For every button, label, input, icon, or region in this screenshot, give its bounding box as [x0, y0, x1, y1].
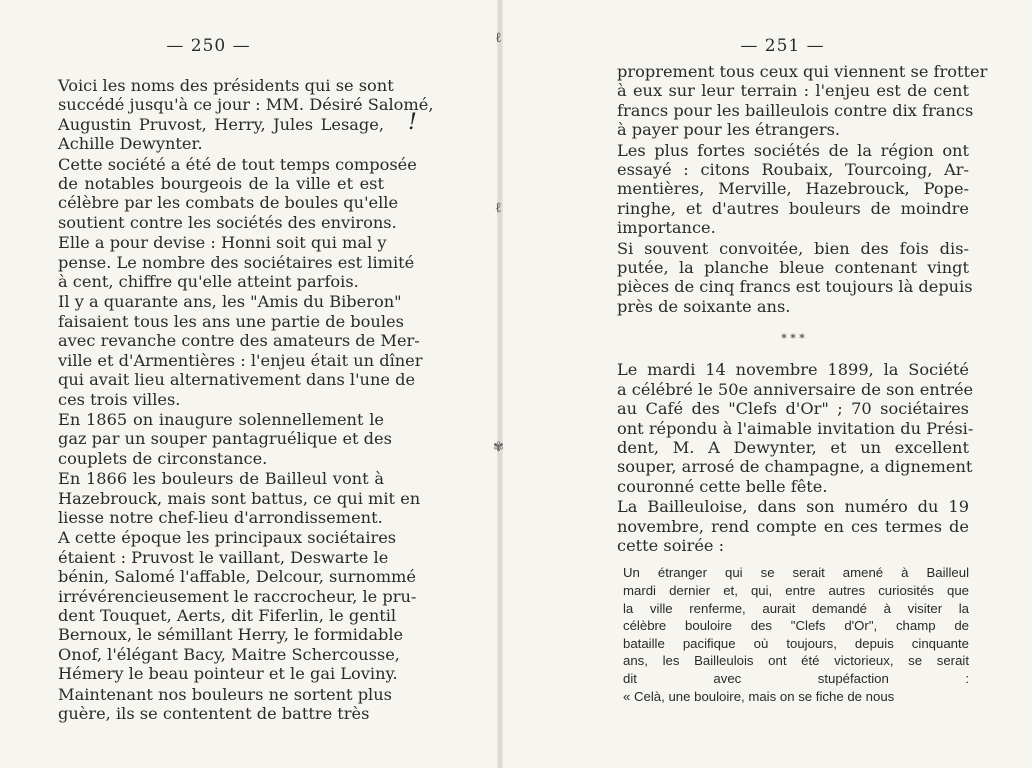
paragraph [617, 141, 969, 238]
text-line: novembre, rend compte en ces termes de [617, 516, 969, 536]
text-line: étaient : Pruvost le vaillant, Deswarte le [58, 547, 389, 567]
text-line: dent Touquet, Aerts, dit Fiferlin, le gentil [58, 605, 397, 625]
text-line: proprement tous ceux qui viennent se frotter [617, 62, 988, 81]
text-line: Le mardi 14 novembre 1899, la Société [617, 360, 969, 380]
text-line: à payer pour les étrangers. [617, 120, 841, 140]
section-separator: * * * [781, 332, 805, 346]
text-line: guère, ils se contentent de battre très [58, 704, 370, 723]
text-line: essayé : citons Roubaix, Tourcoing, Ar- [617, 160, 969, 180]
text-line: A cette époque les principaux sociétaires [58, 528, 397, 548]
text-line: Bernoux, le sémillant Herry, le formidable [58, 625, 404, 645]
paragraph [58, 233, 415, 292]
text-line: Maintenant nos bouleurs ne sortent plus [58, 684, 392, 704]
text-line: Augustin Pruvost, Herry, Jules Lesage, [58, 114, 384, 134]
text-line: souper, arrosé de champagne, a dignement [617, 457, 973, 477]
left-page-text [58, 76, 434, 724]
paragraph [58, 684, 392, 724]
text-line: faisaient tous les ans une partie de boules [58, 311, 404, 331]
text-line: La Bailleuloise, dans son numéro du 19 [617, 497, 969, 517]
text-line: pièces de cinq francs est toujours là depuis [617, 277, 973, 297]
quote-line: « Celà, une bouloire, mais on se fiche de nous [623, 688, 895, 704]
text-line: mentières, Merville, Hazebrouck, Pope- [617, 179, 969, 199]
text-line: de notables bourgeois de la ville et est [58, 174, 384, 194]
paragraph [58, 76, 434, 154]
quote-line: mardi dernier et, qui, entre autres curiosités que [623, 582, 969, 598]
gutter-mark: ℓ [495, 30, 502, 46]
text-line: bénin, Salomé l'affable, Delcour, surnommé [58, 567, 416, 587]
text-line: ringhe, et d'autres bouleurs de moindre [617, 198, 969, 218]
text-line: Onof, l'élégant Bacy, Maitre Schercousse, [58, 644, 400, 664]
text-line: qui avait lieu alternativement dans l'une de [58, 370, 416, 390]
text-line: gaz par un souper pantagruélique et des [58, 429, 392, 449]
paragraph [617, 238, 973, 317]
paragraph [58, 469, 421, 527]
text-line: Achille Dewynter. [58, 134, 203, 154]
text-line: ville et d'Armentières : l'enjeu était un dîner [58, 350, 423, 370]
quote-line: dit avec stupéfaction : [623, 670, 969, 686]
text-line: irrévérencieusement le raccrocheur, le pru- [58, 586, 417, 606]
text-line: liesse notre chef-lieu d'arrondissement. [58, 507, 383, 527]
text-line: Cette société a été de tout temps composée [58, 154, 417, 174]
text-line: Si souvent convoitée, bien des fois dis- [617, 238, 969, 258]
paragraph [58, 409, 392, 468]
text-line: a célébré le 50e anniversaire de son entrée [617, 379, 974, 399]
gutter-mark: ✾ [493, 440, 504, 455]
text-line: Il y a quarante ans, les "Amis du Biberon" [58, 292, 402, 312]
text-line: succédé jusqu'à ce jour : MM. Désiré Salomé, [58, 95, 434, 115]
paragraph [617, 497, 969, 555]
text-line: couronné cette belle fête. [617, 476, 828, 496]
text-line: Hazebrouck, mais sont battus, ce qui mit en [58, 488, 421, 508]
text-line: Hémery le beau pointeur et le gai Loviny. [58, 664, 398, 684]
text-line: Elle a pour devise : Honni soit qui mal y [58, 233, 387, 253]
quote-line: bataille pacifique où toujours, depuis cinquante [623, 635, 969, 651]
quote-line: la ville renferme, aurait demandé à visiter la [623, 600, 969, 616]
gutter-mark: ℓ [495, 200, 502, 216]
text-line: couplets de circonstance. [58, 448, 268, 468]
paragraph [617, 360, 974, 496]
paragraph-group [617, 62, 988, 316]
text-line: dent, M. A Dewynter, et un excellent [617, 437, 969, 457]
right-page-text [617, 62, 988, 705]
text-line: au Café des "Clefs d'Or" ; 70 sociétaires [617, 399, 969, 419]
paragraph [58, 154, 417, 233]
text-line: célèbre par les combats de boules qu'elle [58, 193, 399, 213]
text-line: En 1866 les bouleurs de Bailleul vont à [58, 469, 384, 489]
margin-mark: ! [408, 110, 417, 135]
text-line: francs pour les bailleulois contre dix francs [617, 100, 974, 120]
text-line: Les plus fortes sociétés de la région ont [617, 140, 969, 160]
text-line: avec revanche contre des amateurs de Mer- [58, 331, 420, 351]
quote-line: célèbre bouloire des "Clefs d'Or", champ de [623, 618, 969, 634]
quoted-passage [623, 564, 969, 705]
paragraph [617, 62, 988, 140]
quote-line: ans, les Bailleulois ont été victorieux, se serait [623, 653, 969, 669]
paragraph-group [617, 360, 974, 555]
text-line: importance. [617, 218, 716, 238]
text-line: En 1865 on inaugure solennellement le [58, 409, 384, 429]
text-line: près de soixante ans. [617, 296, 791, 316]
text-line: Voici les noms des présidents qui se sont [58, 76, 394, 95]
quote-line: Un étranger qui se serait amené à Bailleul [623, 565, 969, 581]
text-line: ont répondu à l'aimable invitation du Prési- [617, 418, 974, 438]
left-page [0, 0, 497, 768]
page-number: — 251 — [740, 36, 825, 56]
text-line: ces trois villes. [58, 389, 181, 409]
text-line: à cent, chiffre qu'elle atteint parfois. [58, 272, 359, 292]
page-number: — 250 — [166, 36, 251, 56]
text-line: pense. Le nombre des sociétaires est limité [58, 252, 415, 272]
paragraph [58, 292, 423, 409]
paragraph [58, 528, 417, 684]
text-line: soutient contre les sociétés des environs. [58, 212, 397, 232]
text-line: à eux sur leur terrain : l'enjeu est de cent [617, 81, 969, 101]
text-line: putée, la planche bleue contenant vingt [617, 258, 969, 278]
right-page [503, 0, 1002, 768]
text-line: cette soirée : [617, 535, 725, 555]
